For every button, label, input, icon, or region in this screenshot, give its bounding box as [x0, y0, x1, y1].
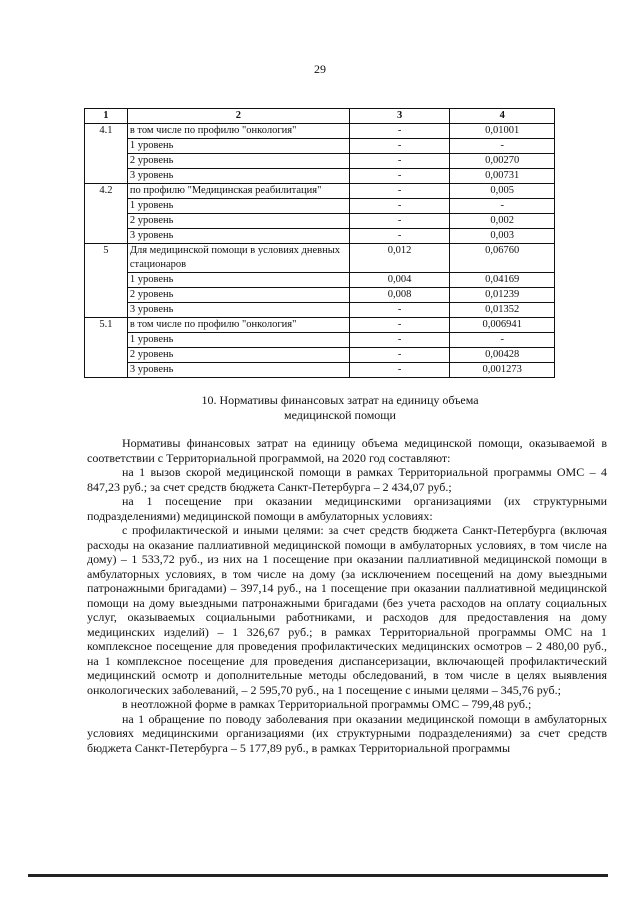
row-name: 3 уровень [127, 363, 349, 378]
header-col-1: 1 [85, 109, 128, 124]
paragraph: на 1 вызов скорой медицинской помощи в рамках Территориальной программы ОМС – 4 847,23 руб.; за счет средств бюджета Санкт-Петербурга – 2 434,07 руб.; [87, 465, 607, 494]
row-value-col4: 0,00428 [450, 348, 555, 363]
header-col-4: 4 [450, 109, 555, 124]
row-name: 3 уровень [127, 303, 349, 318]
header-col-2: 2 [127, 109, 349, 124]
table-row [85, 318, 555, 333]
section-title-line-1: 10. Нормативы финансовых затрат на единицу объема [201, 393, 479, 407]
paragraph: на 1 посещение при оказании медицинскими организациями (их структурными подразделениями) медицинской помощи в амбулаторных условиях: [87, 494, 607, 523]
section-title [150, 393, 530, 423]
row-number: 5 [85, 244, 128, 273]
row-value-col4: 0,04169 [450, 273, 555, 288]
row-value-col4: 0,005 [450, 184, 555, 199]
table-header-row [85, 109, 555, 124]
table-row [85, 154, 555, 169]
row-name: в том числе по профилю "онкология" [127, 318, 349, 333]
row-value-col4: 0,001273 [450, 363, 555, 378]
row-value-col4: 0,06760 [450, 244, 555, 273]
page-number: 29 [314, 62, 326, 76]
row-value-col3: 0,008 [349, 288, 450, 303]
row-name: 2 уровень [127, 214, 349, 229]
row-value-col3: - [349, 318, 450, 333]
row-name: 2 уровень [127, 154, 349, 169]
table-row [85, 288, 555, 303]
row-value-col4: 0,00270 [450, 154, 555, 169]
row-name: 3 уровень [127, 169, 349, 184]
row-value-col4: 0,00731 [450, 169, 555, 184]
row-number [85, 348, 128, 363]
row-name: 1 уровень [127, 139, 349, 154]
row-value-col3: - [349, 229, 450, 244]
row-value-col3: - [349, 333, 450, 348]
row-value-col3: - [349, 169, 450, 184]
table-row [85, 139, 555, 154]
row-number [85, 154, 128, 169]
table-row [85, 363, 555, 378]
table-row [85, 124, 555, 139]
table-row [85, 214, 555, 229]
row-number [85, 288, 128, 303]
table-row [85, 229, 555, 244]
row-value-col3: 0,012 [349, 244, 450, 273]
row-value-col3: - [349, 303, 450, 318]
row-name: 3 уровень [127, 229, 349, 244]
row-value-col4: 0,01352 [450, 303, 555, 318]
row-number [85, 333, 128, 348]
row-number: 4.2 [85, 184, 128, 199]
row-number [85, 199, 128, 214]
table-row [85, 333, 555, 348]
row-number [85, 139, 128, 154]
table-row [85, 199, 555, 214]
row-number [85, 273, 128, 288]
header-col-3: 3 [349, 109, 450, 124]
row-value-col3: - [349, 199, 450, 214]
row-value-col3: - [349, 139, 450, 154]
row-value-col4: - [450, 199, 555, 214]
table-row [85, 244, 555, 273]
row-number [85, 363, 128, 378]
row-number [85, 169, 128, 184]
paragraph: Нормативы финансовых затрат на единицу объема медицинской помощи, оказываемой в соответствии с Территориальной программой, на 2020 год составляют: [87, 436, 607, 465]
row-number [85, 214, 128, 229]
bottom-rule [28, 874, 608, 877]
paragraph: в неотложной форме в рамках Территориальной программы ОМС – 799,48 руб.; [122, 697, 532, 711]
row-name: 1 уровень [127, 273, 349, 288]
row-name: Для медицинской помощи в условиях дневных стационаров [127, 244, 349, 273]
table-row [85, 184, 555, 199]
table-row [85, 303, 555, 318]
body-text [87, 436, 607, 755]
row-number: 5.1 [85, 318, 128, 333]
row-value-col3: - [349, 348, 450, 363]
table-row [85, 273, 555, 288]
row-value-col3: - [349, 124, 450, 139]
row-name: по профилю "Медицинская реабилитация" [127, 184, 349, 199]
row-value-col3: 0,004 [349, 273, 450, 288]
table-row [85, 348, 555, 363]
row-value-col4: 0,003 [450, 229, 555, 244]
table-row [85, 169, 555, 184]
row-number: 4.1 [85, 124, 128, 139]
row-value-col3: - [349, 184, 450, 199]
row-value-col4: 0,002 [450, 214, 555, 229]
row-name: 1 уровень [127, 199, 349, 214]
row-value-col4: - [450, 139, 555, 154]
row-name: в том числе по профилю "онкология" [127, 124, 349, 139]
row-number [85, 229, 128, 244]
row-value-col4: 0,006941 [450, 318, 555, 333]
row-name: 2 уровень [127, 288, 349, 303]
row-number [85, 303, 128, 318]
paragraph: на 1 обращение по поводу заболевания при оказании медицинской помощи в амбулаторных условиях медицинскими организациями (их структурными подразделениями) за счет средств бюджета Санкт-Петербурга – 5 177,89 руб., в рамках Территориальной программы [87, 711, 607, 755]
row-name: 1 уровень [127, 333, 349, 348]
norms-table [84, 108, 555, 378]
row-name: 2 уровень [127, 348, 349, 363]
row-value-col3: - [349, 214, 450, 229]
row-value-col4: - [450, 333, 555, 348]
row-value-col4: 0,01001 [450, 124, 555, 139]
row-value-col4: 0,01239 [450, 288, 555, 303]
section-title-line-2: медицинской помощи [284, 408, 396, 422]
paragraph: с профилактической и иными целями: за счет средств бюджета Санкт-Петербурга (включая расходы на оказание паллиативной медицинской помощи в амбулаторных условиях, в том числе на дому) – 1 533,72 руб., из них на 1 посещение при оказании паллиативной медицинской помощи в амбулаторных условиях, в том числе на дому (за исключением посещений на дому выездными патронажными бригадами) – 397,14 руб., на 1 посещение при оказании паллиативной медицинской помощи на дому выездными патронажными бригадами (без учета расходов на оплату социальных услуг, оказываемых социальными работниками, и расходов для предоставления на дому медицинских изделий) – 1 326,67 руб.; в рамках Территориальной программы ОМС на 1 комплексное посещение для проведения профилактических медицинских осмотров – 2 480,00 руб., на 1 комплексное посещение для проведения диспансеризации, включающей профилактический медицинский осмотр и дополнительные методы обследований, в том числе в целях выявления онкологических заболеваний, – 2 595,70 руб., на 1 посещение с иными целями – 345,76 руб.; [87, 523, 607, 697]
row-value-col3: - [349, 154, 450, 169]
row-value-col3: - [349, 363, 450, 378]
